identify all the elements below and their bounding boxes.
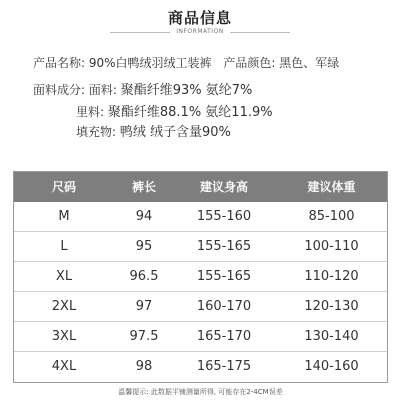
- table-row: [14, 232, 387, 262]
- fabric-label: 面料成分:: [33, 83, 86, 97]
- cell-weight: 110-120: [304, 269, 359, 284]
- cell-length: 96.5: [129, 269, 159, 284]
- cell-weight: 120-130: [304, 299, 359, 314]
- fabric-outer-row: [33, 82, 252, 99]
- section-header: [0, 8, 400, 28]
- fabric-lining-value: 聚酯纤维88.1% 氨纶11.9%: [107, 105, 273, 120]
- cell-length: 95: [135, 239, 153, 254]
- product-name-row: [33, 55, 339, 71]
- table-row: [14, 292, 387, 322]
- product-color-value: 黑色、军绿: [279, 56, 340, 70]
- cell-height: 160-170: [196, 299, 252, 314]
- table-row: [14, 262, 387, 292]
- product-name-value: 90%白鸭绒羽绒工装裤: [88, 56, 212, 70]
- cell-size: 3XL: [51, 329, 77, 344]
- fabric-lining-row: [76, 104, 273, 121]
- cell-height: 155-165: [196, 269, 252, 284]
- product-name-label: 产品名称:: [33, 56, 86, 70]
- cell-length: 97.5: [129, 329, 159, 344]
- cell-size: L: [60, 239, 68, 254]
- cell-weight: 85-100: [308, 209, 355, 224]
- cell-length: 94: [135, 209, 153, 224]
- fabric-outer-label: 面料:: [88, 83, 117, 97]
- header-height: 建议身高: [199, 180, 248, 194]
- fabric-outer-value: 聚酯纤维93% 氨纶7%: [120, 83, 253, 98]
- fabric-lining-label: 里料:: [76, 105, 105, 119]
- cell-size: 4XL: [51, 359, 77, 374]
- header-length: 裤长: [131, 180, 156, 194]
- measurement-note: 温馨提示: 此数据平铺测量所得, 可能存在2-4CM误差: [118, 388, 283, 396]
- table-row: [14, 352, 387, 382]
- product-color-label: 产品颜色:: [223, 56, 276, 70]
- cell-weight: 100-110: [304, 239, 359, 254]
- size-table-header: [14, 172, 387, 202]
- cell-length: 98: [135, 359, 153, 374]
- page-title: 商品信息: [167, 9, 232, 27]
- cell-height: 165-175: [196, 359, 252, 374]
- cell-weight: 140-160: [304, 359, 359, 374]
- table-row: [14, 322, 387, 352]
- page-subtitle: INFORMATION: [170, 27, 230, 37]
- header-weight: 建议体重: [307, 180, 356, 194]
- cell-height: 155-165: [196, 239, 252, 254]
- cell-size: M: [58, 209, 70, 224]
- fabric-filling-value: 鸭绒 绒子含量90%: [119, 125, 231, 140]
- table-row: [14, 202, 387, 232]
- cell-weight: 130-140: [304, 329, 359, 344]
- cell-size: XL: [55, 269, 73, 284]
- fabric-filling-label: 填充物:: [76, 125, 117, 139]
- cell-size: 2XL: [51, 299, 77, 314]
- cell-height: 155-160: [196, 209, 252, 224]
- cell-height: 165-170: [196, 329, 252, 344]
- size-table: [13, 171, 388, 383]
- fabric-filling-row: [76, 124, 231, 141]
- cell-length: 97: [135, 299, 153, 314]
- header-size: 尺码: [51, 180, 76, 194]
